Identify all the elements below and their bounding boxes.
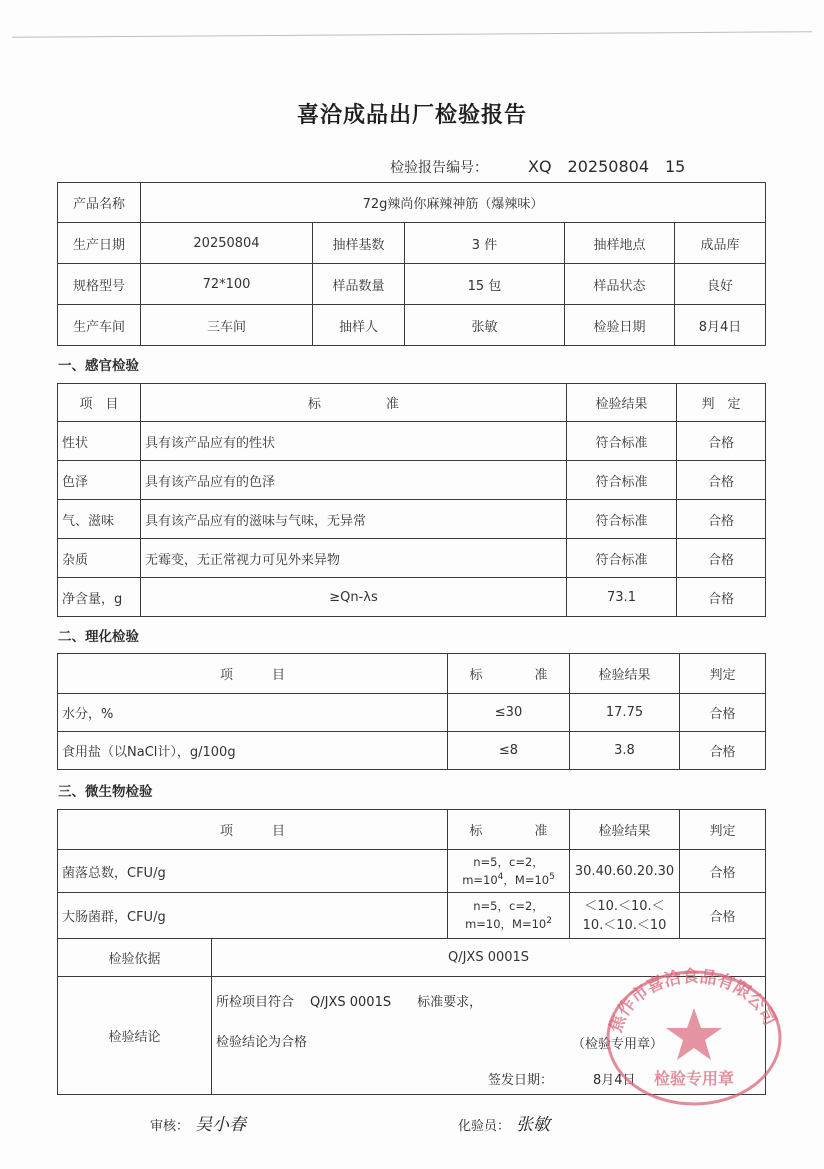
physchem-result: 3.8 — [570, 732, 680, 770]
micro-header-result: 检验结果 — [570, 810, 680, 850]
report-title: 喜洽成品出厂检验报告 — [296, 103, 527, 128]
sample-base-value: 3 件 — [405, 223, 565, 264]
product-name-label: 产品名称 — [58, 183, 141, 223]
micro-header-standard: 标 准 — [448, 810, 570, 850]
micro-standard-line1: n=5，c=2， — [473, 899, 544, 914]
spec-label: 规格型号 — [58, 264, 141, 305]
seal-text: 焦作市喜洽食品有限公司 — [605, 966, 780, 1036]
report-number-value: XQ 20250804 15 — [528, 157, 686, 176]
table-row — [58, 500, 766, 539]
table-row — [58, 539, 766, 578]
physchem-result: 17.75 — [570, 694, 680, 732]
sample-qty-value: 15 包 — [405, 264, 565, 305]
sensory-item: 杂质 — [58, 539, 141, 578]
micro-header-item: 项 目 — [58, 810, 448, 850]
physchem-header-result: 检验结果 — [570, 654, 680, 694]
sensory-standard: 具有该产品应有的色泽 — [141, 461, 567, 500]
micro-result-line1: ＜10.＜10.＜ — [584, 898, 665, 914]
sensory-judge: 合格 — [677, 539, 766, 578]
table-row — [58, 850, 766, 893]
conclusion-line1 — [216, 991, 482, 1010]
seal-subtext: 检验专用章 — [653, 1069, 735, 1088]
sensory-judge: 合格 — [677, 578, 766, 617]
micro-standard-M: ，M=10 — [503, 872, 550, 887]
micro-standard-mM: m=10，M=10 — [465, 916, 547, 931]
micro-standard-exp: 4 — [497, 871, 504, 882]
micro-result: 30.40.60.20.30 — [570, 850, 680, 893]
workshop-label: 生产车间 — [58, 305, 141, 346]
table-row — [58, 732, 766, 770]
sampler-value: 张敏 — [405, 305, 565, 346]
seal-note: （检验专用章） — [572, 1037, 664, 1052]
physchem-header-item: 项 目 — [58, 654, 448, 694]
micro-standard — [448, 850, 570, 893]
micro-heading: 三、微生物检验 — [58, 784, 153, 800]
sensory-item: 性状 — [58, 422, 141, 461]
tester-signature — [458, 1110, 550, 1135]
micro-standard-line2 — [450, 870, 567, 888]
sample-qty-label: 样品数量 — [313, 264, 405, 305]
sensory-result: 符合标准 — [567, 422, 677, 461]
sensory-standard: ≥Qn-λs — [141, 578, 567, 617]
physchem-judge: 合格 — [680, 732, 766, 770]
micro-standard-m: m=10 — [462, 872, 498, 887]
sensory-judge: 合格 — [677, 422, 766, 461]
basis-value: Q/JXS 0001S — [212, 939, 766, 977]
prod-date-label: 生产日期 — [58, 223, 141, 264]
table-row — [58, 461, 766, 500]
physchem-heading: 二、理化检验 — [58, 629, 139, 645]
micro-standard-line1: n=5，c=2， — [473, 854, 544, 869]
physchem-table — [57, 653, 766, 770]
sensory-standard: 具有该产品应有的滋味与气味，无异常 — [141, 500, 567, 539]
table-row — [58, 422, 766, 461]
inspect-date-value: 8月4日 — [675, 305, 766, 346]
conclusion-text-a: 所检项目符合 — [216, 995, 295, 1010]
micro-item: 菌落总数，CFU/g — [58, 850, 448, 893]
table-row — [58, 694, 766, 732]
sensory-result: 符合标准 — [567, 500, 677, 539]
micro-standard-exp: 2 — [546, 916, 552, 927]
sensory-heading: 一、感官检验 — [58, 358, 139, 374]
micro-header-judge: 判定 — [680, 810, 766, 850]
tester-name: 张敏 — [516, 1115, 551, 1135]
micro-standard — [448, 893, 570, 939]
micro-judge: 合格 — [680, 850, 766, 893]
sensory-result: 73.1 — [567, 578, 677, 617]
physchem-item: 水分，% — [58, 694, 448, 732]
table-row — [58, 893, 766, 939]
top-divider — [12, 31, 812, 38]
spec-value: 72*100 — [141, 264, 313, 305]
micro-item: 大肠菌群，CFU/g — [58, 893, 448, 939]
product-name-value: 72g辣尚你麻辣神筋（爆辣味） — [141, 183, 766, 223]
physchem-judge: 合格 — [680, 694, 766, 732]
sample-state-value: 良好 — [675, 264, 766, 305]
sensory-table — [57, 383, 766, 617]
prod-date-value: 20250804 — [141, 223, 313, 264]
report-number — [390, 154, 685, 177]
sample-place-value: 成品库 — [675, 223, 766, 264]
conclusion-text-c: 标准要求， — [417, 995, 483, 1010]
sensory-judge: 合格 — [677, 500, 766, 539]
basis-label: 检验依据 — [58, 939, 212, 977]
physchem-standard: ≤30 — [448, 694, 570, 732]
reviewer-label: 审核： — [150, 1119, 190, 1134]
sensory-standard: 无霉变，无正常视力可见外来异物 — [141, 539, 567, 578]
sensory-item: 净含量，g — [58, 578, 141, 617]
issue-date-label: 签发日期： — [488, 1073, 554, 1088]
conclusion-standard: Q/JXS 0001S — [310, 995, 392, 1010]
sample-base-label: 抽样基数 — [313, 223, 405, 264]
sample-place-label: 抽样地点 — [565, 223, 675, 264]
sample-state-label: 样品状态 — [565, 264, 675, 305]
micro-result-line2: 10.＜10.＜10 — [582, 917, 667, 933]
conclusion-line2: 检验结论为合格 — [216, 1035, 308, 1050]
table-row — [58, 578, 766, 617]
workshop-value: 三车间 — [141, 305, 313, 346]
sensory-header-item: 项 目 — [58, 384, 141, 422]
reviewer-name: 吴小春 — [195, 1115, 247, 1135]
product-info-table — [57, 182, 766, 346]
conclusion-label: 检验结论 — [58, 977, 212, 1095]
physchem-header-judge: 判定 — [680, 654, 766, 694]
micro-judge: 合格 — [680, 893, 766, 939]
sensory-judge: 合格 — [677, 461, 766, 500]
sensory-item: 色泽 — [58, 461, 141, 500]
micro-standard-line2 — [450, 914, 567, 932]
reviewer-signature — [150, 1110, 246, 1135]
sampler-label: 抽样人 — [313, 305, 405, 346]
sensory-result: 符合标准 — [567, 539, 677, 578]
sensory-item: 气、滋味 — [58, 500, 141, 539]
tester-label: 化验员： — [458, 1119, 511, 1134]
sensory-header-standard: 标 准 — [141, 384, 567, 422]
sensory-header-judge: 判 定 — [677, 384, 766, 422]
sensory-standard: 具有该产品应有的性状 — [141, 422, 567, 461]
physchem-standard: ≤8 — [448, 732, 570, 770]
inspect-date-label: 检验日期 — [565, 305, 675, 346]
issue-date-value: 8月4日 — [593, 1073, 636, 1088]
sensory-header-result: 检验结果 — [567, 384, 677, 422]
micro-standard-exp2: 5 — [549, 871, 555, 882]
sensory-result: 符合标准 — [567, 461, 677, 500]
physchem-header-standard: 标 准 — [448, 654, 570, 694]
report-number-label: 检验报告编号： — [390, 160, 488, 176]
micro-result — [570, 893, 680, 939]
physchem-item: 食用盐（以NaCl计），g/100g — [58, 732, 448, 770]
company-seal — [598, 960, 788, 1110]
